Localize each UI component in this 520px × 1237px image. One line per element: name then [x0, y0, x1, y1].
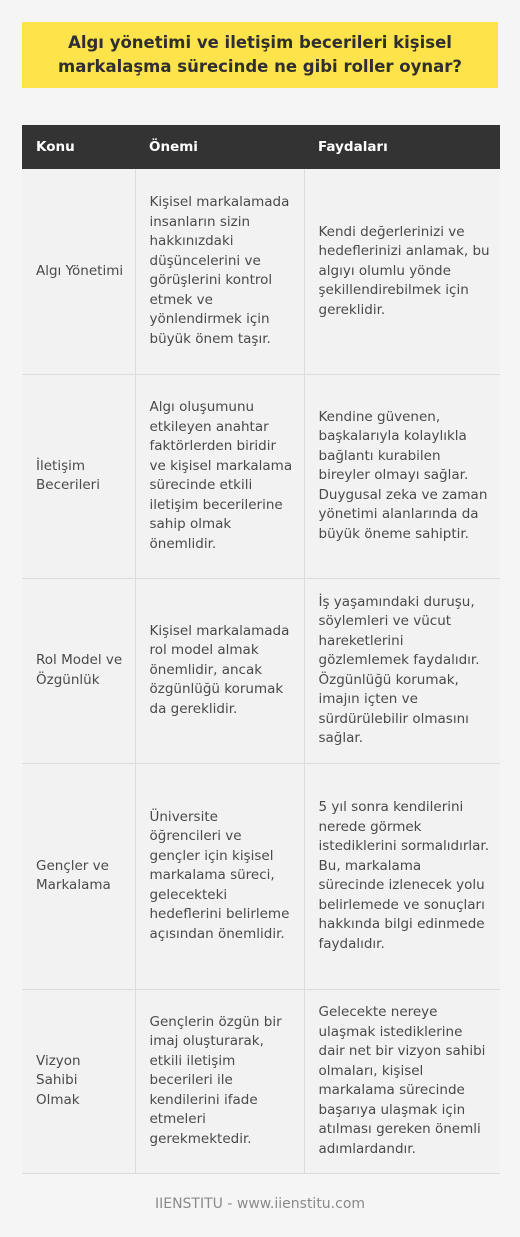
table-header-row: [22, 125, 500, 169]
row-benefits: Kendine güvenen, başkalarıyla kolaylıkla bağlantı kurabilen bireyler olmayı sağlar. Duygusal zeka ve zaman yönetimi alanlarında da büyük öneme sahiptir.: [304, 374, 500, 578]
row-topic: Algı Yönetimi: [22, 169, 135, 374]
footer-credit: IIENSTITU - www.iienstitu.com: [154, 1196, 366, 1212]
row-benefits: Kendi değerlerinizi ve hedeflerinizi anlamak, bu algıyı olumlu yönde şekillendirebilmek için gereklidir.: [304, 169, 500, 374]
row-topic: Vizyon Sahibi Olmak: [22, 989, 135, 1173]
table-row: [22, 169, 500, 374]
row-topic: Gençler ve Markalama: [22, 763, 135, 989]
row-importance: Kişisel markalamada insanların sizin hakkınızdaki düşüncelerini ve görüşlerini kontrol etmek ve yönlendirmek için büyük önem taşır.: [135, 169, 304, 374]
row-topic: İletişim Becerileri: [22, 374, 135, 578]
row-importance: Gençlerin özgün bir imaj oluşturarak, etkili iletişim becerileri ile kendilerini ifade etmeleri gerekmektedir.: [135, 989, 304, 1173]
table-row: [22, 763, 500, 989]
page-title: Algı yönetimi ve iletişim becerileri kişisel markalaşma sürecinde ne gibi roller oynar?: [58, 33, 462, 76]
row-importance: Üniversite öğrencileri ve gençler için kişisel markalama süreci, gelecekteki hedeflerini belirleme açısından önemlidir.: [135, 763, 304, 989]
info-table: [22, 125, 500, 1174]
title-banner: [22, 22, 498, 88]
table-row: [22, 374, 500, 578]
row-benefits: İş yaşamındaki duruşu, söylemleri ve vücut hareketlerini gözlemlemek faydalıdır. Özgünlüğü korumak, imajın içten ve sürdürülebilir olmasını sağlar.: [304, 578, 500, 763]
row-importance: Kişisel markalamada rol model almak önemlidir, ancak özgünlüğü korumak da gereklidir.: [135, 578, 304, 763]
header-onemi: Önemi: [135, 125, 304, 169]
header-konu: Konu: [22, 125, 135, 169]
row-benefits: 5 yıl sonra kendilerini nerede görmek istediklerini sormalıdırlar. Bu, markalama sürecinde izlenecek yolu belirlemede ve sonuçları hakkında bilgi edinmede faydalıdır.: [304, 763, 500, 989]
table-row: [22, 989, 500, 1173]
row-topic: Rol Model ve Özgünlük: [22, 578, 135, 763]
row-benefits: Gelecekte nereye ulaşmak istediklerine dair net bir vizyon sahibi olmaları, kişisel markalama sürecinde başarıya ulaşmak için atılması gereken önemli adımlardandır.: [304, 989, 500, 1173]
row-importance: Algı oluşumunu etkileyen anahtar faktörlerden biridir ve kişisel markalama sürecinde etkili iletişim becerilerine sahip olmak önemlidir.: [135, 374, 304, 578]
table-row: [22, 578, 500, 763]
header-faydalari: Faydaları: [304, 125, 500, 169]
